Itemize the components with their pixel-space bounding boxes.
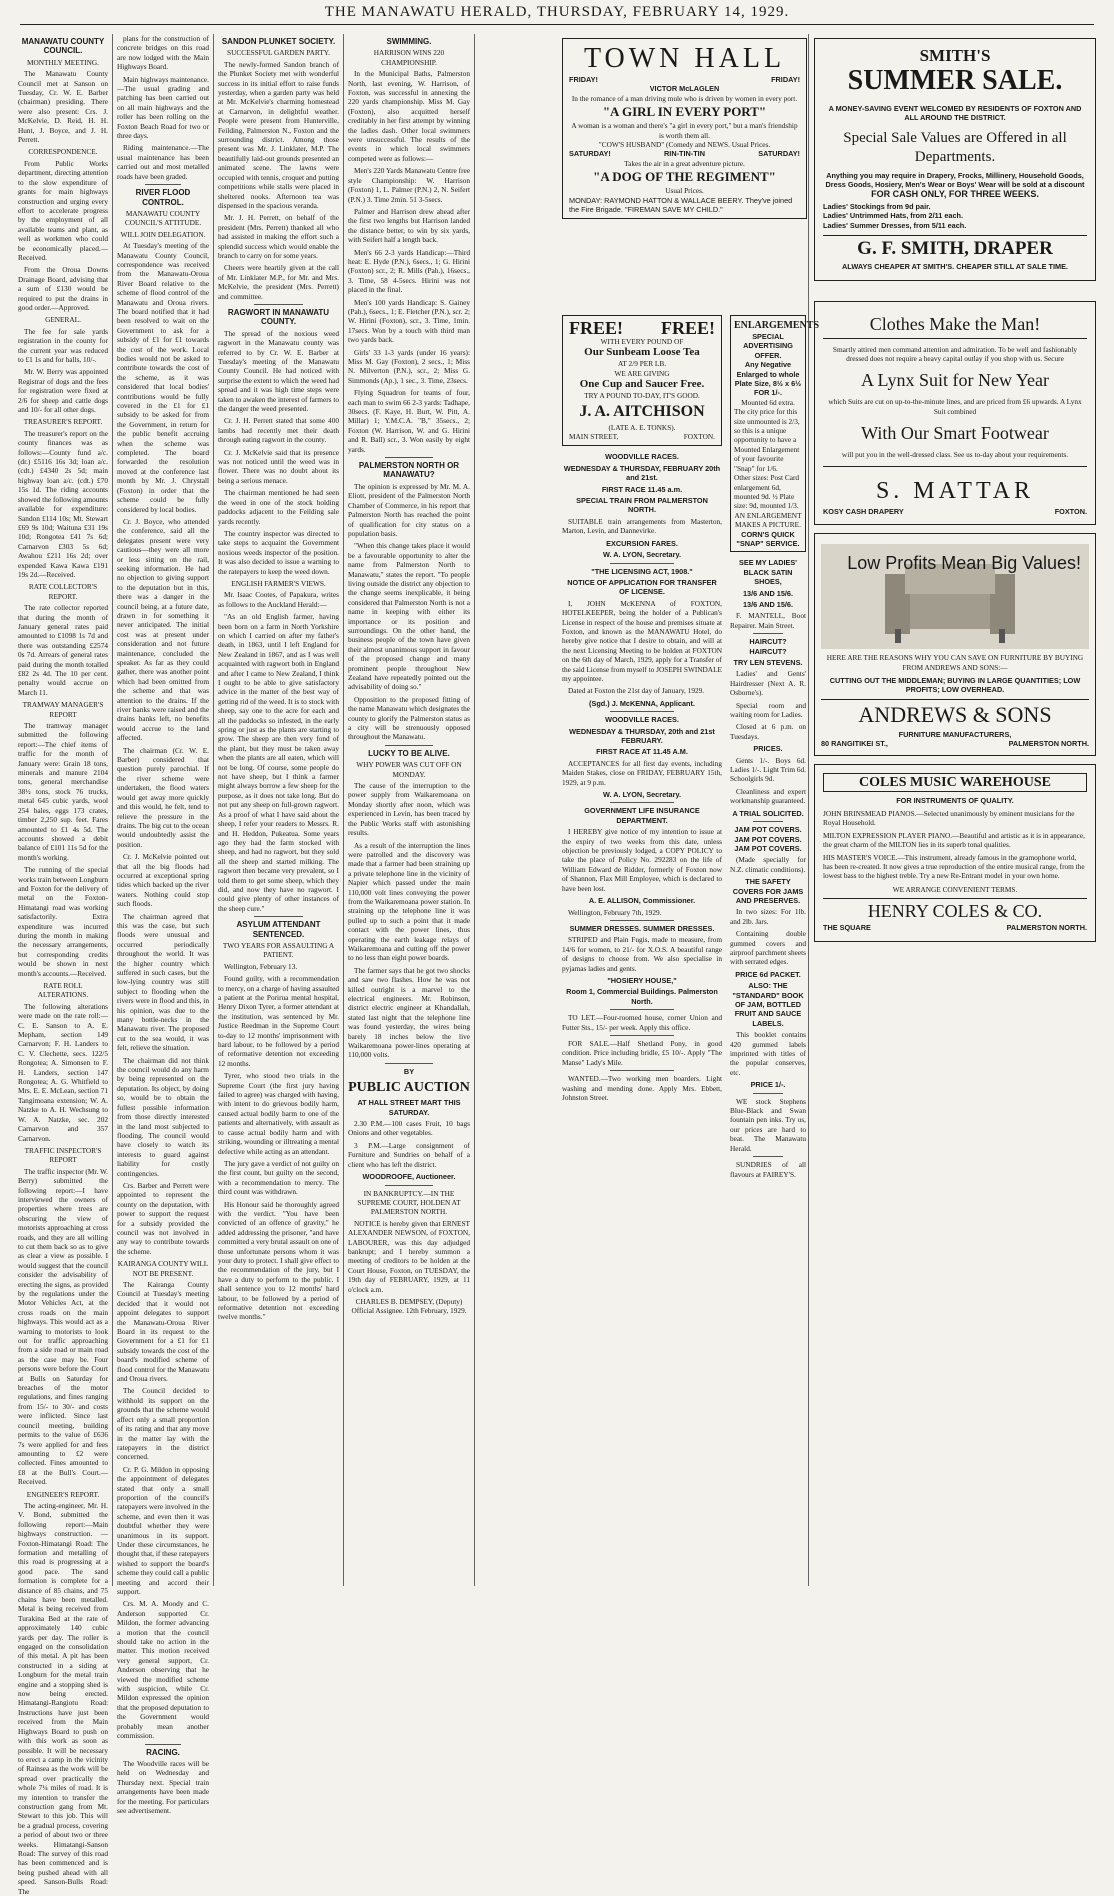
divider xyxy=(385,457,434,458)
ad-body: Cleanliness and expert workmanship guaranteed. xyxy=(730,786,806,806)
column-rule xyxy=(474,34,475,1586)
sale-values: Special Sale Values are Offered in all Departments. xyxy=(843,129,1067,165)
ad-heading: COLES MUSIC WAREHOUSE xyxy=(823,773,1087,792)
notice-signature: (Sgd.) J. McKENNA, Applicant. xyxy=(589,698,695,708)
auction-location: AT HALL STREET MART THIS SATURDAY. xyxy=(357,1098,461,1117)
article-paragraph: Tyrer, who stood two trials in the Supreme Court (the first jury having failed to agree) was charged with having, with intent to do grievous bodily harm, caused actual bodily harm to one of the patients and alternatively, with assault as to cause actual bodily harm and with striking, wounding or illtreating a mental defective while acting as an attendant. xyxy=(218,1071,339,1156)
divider xyxy=(610,802,674,803)
divider xyxy=(753,633,783,634)
notice-heading: "THE LICENSING ACT, 1908." xyxy=(591,566,693,576)
section-heading: RATE ROLL ALTERATIONS. xyxy=(37,981,89,1000)
ad-price: PRICE 6d PACKET. xyxy=(735,969,801,979)
article-paragraph: As a result of the interruption the lines were patrolled and the discovery was made that a farmer had been straining up a private telephone line in the vicinity of Napier which passed under the main 110,000 volt lines conveying the power from the Waikaremoana power station. In straining up the telephone line it was pulled up to such a point that it made contact with the power lines, thus operating the earth leakage relays of Waikaremoana and cutting off the power to no less than eight power boards. xyxy=(348,840,470,963)
divider xyxy=(254,916,302,917)
town: FOXTON. xyxy=(1054,506,1087,516)
ad-body: STRIPED and Plain Fugis, made to measure, from 14/6 for women, to 21/- for X.O.S. A beautiful range of designs to choose from. We also specialise in pyjamas ladies and gents. xyxy=(562,935,722,973)
divider xyxy=(753,1156,783,1157)
notice-heading: GOVERNMENT LIFE INSURANCE DEPARTMENT. xyxy=(584,806,700,825)
offer-service: CORN'S QUICK "SNAP" SERVICE. xyxy=(736,529,800,548)
star-name: RIN-TIN-TIN xyxy=(664,149,705,159)
divider xyxy=(610,1035,674,1036)
ad-heading: ENLARGEMENTS xyxy=(734,320,820,331)
article-paragraph: Mr. Isaac Cootes, of Papakura, writes as follows to the Auckland Herald:— xyxy=(218,590,339,609)
notice-date: Dated at Foxton the 21st day of January, 1929. xyxy=(568,686,705,696)
offer-body: The city price for this size unmounted is 2/3, so this is a unique opportunity to have a Mounted Enlargement of your favourite "Snap" for 1/6. xyxy=(734,407,800,473)
ad-body: Ladies' and Gents' Hairdresser (Next A. R. Osborne's). xyxy=(730,669,806,698)
column-3 xyxy=(218,34,339,1586)
article-paragraph: Girls' 33 1-3 yards (under 16 years): Miss M. Gay (Foxton), 2 secs., 1; Miss N. Milverton (P.N.), scr., 2; Miss G. Simmonds (Ap.), 1 sec., 3. Time, 23secs. xyxy=(348,347,470,385)
offer-title: SPECIAL ADVERTISING OFFER. xyxy=(743,332,793,360)
licensing-notice xyxy=(562,567,722,709)
divider xyxy=(610,1070,674,1071)
sale-item: Ladies' Stockings from 9d pair. xyxy=(823,202,931,212)
classified-wanted: WANTED.—Two working men boarders. Light washing and mending done. Apply Mrs. Ebbett, Johnston Street. xyxy=(562,1074,722,1102)
top-rule xyxy=(20,24,1094,25)
notice-body: I HEREBY give notice of my intention to issue at the expiry of two weeks from this date, unless objection be previously lodged, a COPY POLICY to take the place of Policy No. 292283 on the life of William Edward de Ridder, formerly of Foxton now of Shannon, Flax Mill Employee, which is declared to have been lost. xyxy=(562,827,722,893)
ad-heading: WOODVILLE RACES. xyxy=(605,452,679,462)
ad-body: (Made specially for N.Z. climatic conditions). xyxy=(730,855,806,874)
free-label: FREE! xyxy=(661,318,715,338)
headline: SANDON PLUNKET SOCIETY. xyxy=(221,37,336,46)
ad-tagline: A TRIAL SOLICITED. xyxy=(732,808,804,818)
divider xyxy=(385,1185,434,1186)
article-paragraph: Men's 220 Yards Manawatu Centre free style Championship: W. Harrison (Foxton) 1, L. Palmer (P.N.) 2, N. Seifert (P.N.) 3. Time 2min. 51 3-5secs. xyxy=(348,166,470,204)
column-4 xyxy=(348,34,470,1586)
andrews-name: ANDREWS & SONS xyxy=(821,699,1089,730)
divider xyxy=(145,1744,182,1745)
article-paragraph: The chairman did not think the council would do any harm by being represented on the deputation. Its object, by doing so, would be to obtain the fullest possible information from those directly interested in the land most subjected to flooding. The council would have closely to watch its interests to guard against liability for costly contingencies. xyxy=(117,1055,209,1178)
section-heading: TRAMWAY MANAGER'S REPORT xyxy=(22,700,104,719)
mattar-ad xyxy=(814,301,1096,525)
auction-item: 3 P.M.—Large consignment of Furniture and Sundries on behalf of a client who has left the district. xyxy=(348,1140,470,1169)
race-notice: SUITABLE train arrangements from Masterton, Marton, Levin, and Dannevirke. xyxy=(562,516,722,536)
ad-feature: With Our Smart Footwear xyxy=(861,423,1049,444)
column-6 xyxy=(730,315,820,1585)
race-first: FIRST RACE 11.45 a.m. xyxy=(601,484,683,494)
article-paragraph: The farmer says that he got two shocks and saw two flashes. How he was not killed outright is a marvel to the electrical engineers. Mr. Robinson, district electric engineer at Khandallah, stated last night that the telephone line was found yesterday, the wires being barely 18 inches below the live Waikaremoana power-lines operating at 110,000 volts. xyxy=(348,965,470,1060)
race-signature: W. A. LYON, Secretary. xyxy=(603,790,681,800)
tea-try: TRY A POUND TO-DAY, IT'S GOOD. xyxy=(584,391,700,401)
section-heading: CORRESPONDENCE. xyxy=(28,147,98,157)
article-paragraph: "As an old English farmer, having been born on a farm in North Yorkshire on which I carried on after my father's death, in 1863, until I left England for New Zealand in 1867, and as I was well acquainted with ragwort both in England and after I came to New Zealand, I think I ought to be able to give satisfactory advice in the matter of the best way of getting rid of the weed. It is to stock with sheep, say one to the acre for each and all the paddocks so infested, in the early spring or just as the plants are starting to grow. The sheep are then very fond of the plant, but they must be taken away when the plants are all eaten, which will not be long. Of course, some people do not have sheep, but I think a farmer might always borrow a few sheep for the purpose, as it does not take long. But do not put any sheep on full-grown ragwort. As a proof of what I have said about the sheep, I refer your readers to Messrs. R. and H. Heddon, Pukeatua. Some years ago they had the farm stocked with sheep, and had no ragwort, but they sold all the sheep and started milking. The ragwort then became very prevalent, so I told them to get some sheep, which they did, and now they have no ragwort. I could give plenty of other instances of the sheep cure." xyxy=(218,612,339,913)
article-paragraph: Crs. M. A. Moody and C. Anderson supported Cr. Mildon, the former advancing a motion that the council should take no action in the matter. This motion received very general support, Cr. Anderson observing that he viewed the modified scheme with suspicion, while Cr. Mildon expressed the opinion that the proposed deputation to the Government would probably mean another commission. xyxy=(117,1599,209,1741)
article-paragraph: In the Municipal Baths, Palmerston North, last evening, W. Harrison, of Foxton, was successful in annexing the 220 yards championship. Miss M. Gay (Foxton), also acquitted herself creditably in her first attempt by winning the ladies dash. Other local swimmers were unsuccessful. The results of the events in which local swimmers competed were as follows:— xyxy=(348,69,470,163)
draper-name: G. F. SMITH, DRAPER xyxy=(823,235,1087,262)
column-rule xyxy=(112,34,113,1586)
article-paragraph: His Honour said he thoroughly agreed with the verdict. "You have been convicted of an offence of gravity," he added addressing the prisoner, "and have committed a very brutal assault on one of those unfortunate persons whom it was your duty to protect. I shall give effect to the recommendation of the jury, but I have a duty to perform to the public. I shall sentence you to 12 months' hard labour, to be followed by a period of reformative detention not exceeding twelve months." xyxy=(218,1199,339,1322)
ad-body: Special room and waiting room for Ladies. xyxy=(730,700,806,720)
ad-signature: F. MANTELL, Boot Repairer. Main Street. xyxy=(730,611,806,630)
divider xyxy=(610,1009,674,1010)
draper-tagline: ALWAYS CHEAPER AT SMITH'S. CHEAPER STILL AT SALE TIME. xyxy=(842,262,1068,272)
friday-label: FRIDAY! xyxy=(569,75,598,84)
divider xyxy=(610,563,674,564)
ad-heading: WOODVILLE RACES. xyxy=(605,715,679,725)
bankruptcy-notice: NOTICE is hereby given that ERNEST ALEXANDER NEWSON, of FOXTON, LABOURER, was this day adjudged bankrupt; and I hereby summon a meeting of creditors to be holden at the Court House, Foxton, on TUESDAY, the 19th day of FEBRUARY, 1929, at 11 o'clock a.m. xyxy=(348,1218,470,1294)
race-fares: EXCURSION FARES. xyxy=(606,538,678,548)
ad-headline: Clothes Make the Man! xyxy=(823,310,1087,339)
store-label: KOSY CASH DRAPERY xyxy=(823,506,904,516)
subheadline: HARRISON WINS 220 CHAMPIONSHIP. xyxy=(373,48,445,67)
notice-date: Wellington, February 7th, 1929. xyxy=(568,907,662,917)
saturday-row xyxy=(569,149,800,158)
ad-subheading: FOR INSTRUMENTS OF QUALITY. xyxy=(896,795,1014,805)
article-paragraph: Men's 66 2-3 yards Handicap:—Third heat: E. Hyde (P.N.), 6secs., 1; G. Hirini (Foxton) scr., 2; R. Mills (Pah.), 16secs., 3. Time, 58 4-5secs. Hirini was not placed in the final. xyxy=(348,247,470,295)
street: MAIN STREET, xyxy=(569,432,619,442)
prices-list: Gents 1/-. Boys 6d. Ladies 1/-. Light Trim 6d. Schoolgirls 9d. xyxy=(730,755,806,784)
ad-body: HERE ARE THE REASONS WHY YOU CAN SAVE ON FURNITURE BY BUYING FROM ANDREWS AND SONS:— xyxy=(826,653,1084,672)
monday-feature: MONDAY: RAYMOND HATTON & WALLACE BEERY. They've joined the Fire Brigade. "FIREMAN SAVE MY CHILD." xyxy=(569,195,793,215)
auction-signature: WOODROOFE, Auctioneer. xyxy=(362,1172,456,1182)
article-paragraph: Crs. Barber and Perrett were appointed to represent the county on the deputation, with power to support the request for a subsidy provided the council was not involved in any way to contribute towards the scheme. xyxy=(117,1180,209,1256)
article-paragraph: Cr. J. McKelvie pointed out that all the big floods had occurred at exceptional spring tides which backed up the river waters. Nothing could stop such floods. xyxy=(117,852,209,909)
sale-terms: FOR CASH ONLY, FOR THREE WEEKS. xyxy=(871,188,1039,199)
divider xyxy=(385,745,434,746)
article-paragraph: Cr. J. McKelvie said that its presence was not noticed until the weed was in flower. There was no doubt about its being a serious menace. xyxy=(218,447,339,485)
town-hall-title: TOWN HALL xyxy=(583,43,786,74)
offer-sizes: Other sizes: Post Card enlargement 6d, mounted 9d. ½ Plate size: 9d, mounted 1/3. xyxy=(734,473,800,511)
bankruptcy-heading: IN BANKRUPTCY.—IN THE SUPREME COURT, HOLDEN AT PALMERSTON NORTH. xyxy=(357,1188,461,1217)
shoes-ad xyxy=(730,558,806,630)
friday-row xyxy=(569,75,800,84)
article-paragraph: The following alterations were made on the rate roll:—C. E. Sanson to A. E. Mepham, section 149 Carnarvon; F. H. Landers to C. V. Clechette, secs. 122/5 Rongotea; A. Simonsen to F. H. Landers, section 147 Rongotea; A. G. Whitfield to Mrs. E. E. McLean, section 71 Tangimoana extension; W. A. Natzke to A. H. Wechsung to W. A. Natzke, sec. 202 Carnarvon and 357 Carnarvon. xyxy=(18,1001,108,1143)
headline: LUCKY TO BE ALIVE. xyxy=(368,748,450,758)
friday-label: FRIDAY! xyxy=(771,75,800,84)
smiths-sale-ad xyxy=(814,38,1096,281)
sale-detail: Anything you may require in Drapery, Frocks, Millinery, Household Goods, Dress Goods, Hosiery, Men's Wear or Boys' Wear will be sold at a discount xyxy=(825,170,1085,190)
ad-body: JOHN BRINSMEAD PIANOS.—Selected unanimously by eminent musicians for the Royal Household. xyxy=(823,808,1075,828)
ad-body: which Suits are cut on up-to-the-minute lines, and are priced from £6 upwards. A Lynx Suit combined xyxy=(828,397,1082,416)
article-paragraph: "When this change takes place it would be a favourable opportunity to alter the name from Palmerston North to Manawatu," states the report. "To people living outside the district any objection to the change seems inexplicable, it being considered that Palmerston North is not a name in keeping with either its importance or its position and surroundings. On the other hand, the business people of the town have given their almost unanimous support in favour of the proposed change and many prominent people throughout New Zealand have repeatedly pointed out the advisability of doing so." xyxy=(348,541,470,692)
haircut-ad xyxy=(730,637,806,818)
classified-sundries: SUNDRIES of all flavours at FAIREY'S. xyxy=(730,1160,806,1179)
subheadline: ENGLISH FARMER'S VIEWS. xyxy=(231,578,326,588)
coles-address xyxy=(823,923,1087,932)
subheadline: SUCCESSFUL GARDEN PARTY. xyxy=(227,48,330,58)
shop-name: "HOSIERY HOUSE," xyxy=(607,975,677,985)
race-dates: WEDNESDAY & THURSDAY, FEBRUARY 20th and 21st. xyxy=(563,463,721,483)
article-paragraph: Opposition to the proposed fitting of the name Manawatu which designates the county to glorify the Palmerston status as a city will be strenuously opposed throughout the Manawatu. xyxy=(348,694,470,742)
section-heading: TREASURER'S REPORT. xyxy=(23,417,103,427)
article-paragraph: The chairman (Cr. W. E. Barber) considered that question purely parochial. If the river scheme were undertaken, the flood waters would get away more quickly and this would, he felt, tend to relieve the pressure in the drains. The big cut to the ocean would undoubtedly assist the position. xyxy=(117,745,209,849)
sale-item: Ladies' Summer Dresses, from 5/11 each. xyxy=(823,220,967,230)
subheadline: TWO YEARS FOR ASSAULTING A PATIENT. xyxy=(222,940,335,960)
article-paragraph: The treasurer's report on the county finances was as follows:—County fund a/c. (dr.) £5116 16s 3d; loan a/c. (cdt.) £4340 2s 5d; main highway loan a/c. (cdt.) £70 15s 1d. The riding accounts showed the following amounts available for expenditure: Sandon £114 10s; Mt. Stewart £69 9s 10d; Waituna £31 19s 10d; Rongotea £41 7s 6d; Carnarvon £303 5s 6d; Awahou £211 16s 2d; over expended Kawa Kawa £191 19s 2d.—Received. xyxy=(18,428,108,579)
ad-heading: SEE MY LADIES' BLACK SATIN SHOES, xyxy=(739,558,797,587)
ad-subheading: ALSO: THE "STANDARD" BOOK OF JAM, BOTTLED FRUIT AND SAUCE LABELS. xyxy=(732,981,804,1028)
masthead: THE MANAWATU HERALD, THURSDAY, FEBRUARY 14, 1929. xyxy=(324,4,790,20)
auction-item: 2.30 P.M.—100 cases Fruit, 10 bags Onions and other vegetables. xyxy=(348,1119,470,1138)
column-rule xyxy=(808,34,809,1586)
low-profits-slogan: Low Profits Mean Big Values! xyxy=(847,553,1081,574)
article-paragraph: Mr. J. H. Perrett, on behalf of the president (Mrs. Perrett) thanked all who had assisted in making the effort such a splendid success which would enable the branch to carry on for some years. xyxy=(218,213,339,260)
town: PALMERSTON NORTH. xyxy=(1008,739,1089,749)
tea-price: AT 2/9 PER LB. xyxy=(617,359,667,369)
divider xyxy=(385,1063,434,1064)
article-paragraph: The Kairanga County Council at Tuesday's meeting decided that it would not appoint delegates to support the Manawatu-Oroua River Board in its request to the Government for a £1 for £1 subsidy towards the cost of the board's modified scheme of flood control for the Manawatu and Oroua rivers. xyxy=(117,1280,209,1384)
prices-heading: PRICES. xyxy=(753,744,783,754)
ad-price: PRICE 1/-. xyxy=(750,1080,786,1090)
article-paragraph: The Manawatu County Council met at Sanson on Tuesday, Cr. W. E. Barber (chairman) presiding. There were also present: Crs. J. McKelvie, D. Reid, H. H. Hunt, J. Boyce, and J. H. Perrett. xyxy=(18,69,108,145)
street: THE SQUARE xyxy=(823,923,871,933)
film-description: Takes the air in a great adventure picture. xyxy=(624,158,745,168)
ad-heading: JAM POT COVERS. JAM POT COVERS. JAM POT COVERS. xyxy=(734,825,802,853)
article-paragraph: The running of the special works train between Longburn and Foxton for the delivery of metal on the Foxton-Himatangi road was working satisfactorily. Extra expenditure was incurred during the month in making the necessary arrangements, but corresponding credits would be shown in next month's accounts.—Received. xyxy=(18,865,108,978)
article-paragraph: Cr. J. Boyce, who attended the conference, said all the delegates present were very cautious—they were all more or less sitting on the rail, seeking information. He had no objection to giving support to the deputation but in this, there was a danger in the council being, at a future date, drawn in for something it never anticipated. The initial cost was at present under consideration and not future maintenance, concluded the speaker. As far as they could gather, there was another point which had been omitted from the scheme and that was attention to the drains. If the river banks were raised and the drains banks left, no benefits would accrue to the land affected. xyxy=(117,516,209,743)
race-dates: WEDNESDAY & THURSDAY, 20th and 21st FEBRUARY. xyxy=(569,726,715,745)
column-5 xyxy=(562,315,722,1585)
section-heading: KAIRANGA COUNTY WILL NOT BE PRESENT. xyxy=(117,1259,209,1278)
street: 80 RANGITIKEI ST., xyxy=(821,739,888,749)
offer-mounted: Mounted 6d extra. xyxy=(741,397,795,407)
ad-body: HIS MASTER'S VOICE.—This instrument, already famous in the gramophone world, has been re-created. It now gives a true reproduction of the entire musical range, from the lowest bass to the highest treble. Try a new Re-Entrant model in your own home. xyxy=(823,852,1085,881)
coles-music-ad xyxy=(814,764,1096,942)
enlargements-ad xyxy=(730,315,820,552)
andrews-address xyxy=(821,739,1089,748)
headline: RACING. xyxy=(146,1747,180,1757)
article-paragraph: From Public Works department, directing attention to the slow expenditure of grants for main highways construction and urging every effort to accelerate progress by the employment of all available teams and plant, as well as workmen who could be economically placed.—Received. xyxy=(18,158,108,262)
article-paragraph: The country inspector was directed to take steps to acquaint the Government noxious weeds inspector of the position. It was also decided to issue a warning to the ratepayers to keep the weed down. xyxy=(218,528,339,576)
article-paragraph: Found guilty, with a recommendation to mercy, on a charge of having assaulted a patient at the Porirua mental hospital, Henry Dixon Tyrer, a former attendant at the institution, was sentenced by Mr. Justice Reedman in the Supreme Court to-day to 12 months' imprisonment with hard labour, to be followed by a period of reformative detention not exceeding 12 months. xyxy=(218,974,339,1068)
article-paragraph: The opinion is expressed by Mr. M. A. Eliott, president of the Palmerston North Chamber of Commerce, in his report that Palmerston North has reached the point of qualification for city status on a population basis. xyxy=(348,481,470,538)
subheadline: WILL JOIN DELEGATION. xyxy=(120,229,206,239)
summer-dresses-ad xyxy=(562,924,722,1006)
offer-detail: Any Negative Enlarged to whole Plate Size, 8½ x 6½ FOR 1/-. xyxy=(734,360,802,398)
furniture-illustration xyxy=(821,544,1089,649)
article-paragraph: Cr. P. G. Mildon in opposing the appointment of delegates stated that only a small proportion of the council's ratepayers were involved in the scheme, and even then it was doubtful whether they were unanimous in its support. Under these circumstances, he thought that, if these ratepayers wished to support the board's scheme they could call a public meeting and accord their support. xyxy=(117,1464,209,1596)
article-paragraph: The chairman mentioned he had seen the weed in one of the stock holding paddocks adjacent to the Feilding sale yards recently. xyxy=(218,488,339,526)
tea-offer: WITH EVERY POUND OF xyxy=(600,337,684,346)
column-2 xyxy=(117,34,209,1815)
auction-notice xyxy=(348,1067,470,1182)
film-title: "A GIRL IN EVERY PORT" xyxy=(602,104,767,120)
divider xyxy=(610,920,674,921)
sale-title: SUMMER SALE. xyxy=(847,65,1063,96)
divider xyxy=(254,304,302,305)
article-paragraph: The newly-formed Sandon branch of the Plunket Society met with wonderful success in its initial effort to raise funds yesterday, when a garden party was held at Mr. McKelvie's charming homestead at Carnarvon, in delightful weather. People were present from Hunterville, Feilding, Palmerston N., Foxton and the surrounding district. Among those present was Mr. J. Linklater, M.P. The beautifully laid-out grounds presented an animated scene. The lawns were occupied with tennis, croquet and putting competitions while stalls were placed in sheltered nooks. Afternoon tea was dispensed in the spacious veranda. xyxy=(218,59,339,210)
section-heading: RATE COLLECTOR'S REPORT. xyxy=(28,582,98,601)
ad-body: Smartly attired men command attention and admiration. To be well and fashionably dressed does not require a heavy capital outlay if you shop with us. Secure xyxy=(832,344,1078,364)
insurance-notice xyxy=(562,806,722,916)
column-rule xyxy=(213,34,214,1586)
headline: SWIMMING. xyxy=(386,37,432,46)
article-paragraph: Cr. J. H. Perrett stated that some 400 lambs had recently met their death through eating ragwort in the county. xyxy=(218,416,339,445)
article-paragraph: The jury gave a verdict of not guilty on the first count, but guilty on the second, with a recommendation to mercy. The third count was withdrawn. xyxy=(218,1158,339,1197)
article-paragraph: The tramway manager submitted the following report:—The chief items of traffic for the month of January were: Grain 18 tons, minerals and manure 2104 tons, general merchandise 38½ tons, stock 76 trucks, metal 645 cubic yards, wool 254 bales, eggs 173 crates, timber 2,250 sup. feet. Fares amounted to £1 4s 5d. The accounts showed a debit balance of £101 11s 5d for the month's working. xyxy=(18,721,108,862)
support-film: "COW'S HUSBAND" (Comedy and NEWS. Usual Prices. xyxy=(598,140,771,150)
sale-intro: A MONEY-SAVING EVENT WELCOMED BY RESIDENTS OF FOXTON AND ALL AROUND THE DISTRICT. xyxy=(828,104,1082,123)
prices-note: Usual Prices. xyxy=(665,186,704,196)
mattar-address xyxy=(823,507,1087,516)
ad-body: MILTON EXPRESSION PLAYER PIANO.—Beautiful and artistic as it is in appearance, the great charm of the MILTON lies in its superb tonal qualities. xyxy=(823,830,1085,850)
subheadline: MONTHLY MEETING. xyxy=(27,57,99,67)
ad-feature: A Lynx Suit for New Year xyxy=(861,370,1049,391)
aitchison-name: J. A. AITCHISON xyxy=(579,402,705,420)
article-paragraph: Cheers were heartily given at the call of Mr. Linklater M.P., for Mr. and Mrs. McKelvie, the president (Mrs. Perrett) and committee. xyxy=(218,263,339,301)
article-paragraph: The traffic inspector (Mr. W. Berry) submitted the following report:—I have interviewed the owners of properties where trees are obscuring the view of motorists approaching at cross roads, and they are all willing to cut them back so as to give as clear a view as possible. I would suggest that the council consider the advisability of erecting the signs, as provided by the regulations under the Motor Vehicles Act, at the cross roads on the main highways. This would act as a warning to motorists to look out for traffic approaching from a side road or main road as the case may be. Four persons were before the Court at Bulls on Saturday for breaches of the motor regulations, and fines ranging from 15/- to 30/- and costs were inflicted. Since last council meeting, building permits to the value of £636 7s were applied for and fees amounting to £2 were collected. Fines amounted to £8 at the Bull's Court.—Received. xyxy=(18,1166,108,1487)
column-1 xyxy=(18,34,108,1896)
subheadline: WHY POWER WAS CUT OFF ON MONDAY. xyxy=(356,760,462,779)
race-signature: W. A. LYON, Secretary. xyxy=(603,550,681,560)
woodville-races-ad-2 xyxy=(562,715,722,799)
divider xyxy=(753,1093,783,1094)
article-paragraph: plans for the construction of concrete bridges on this road are now lodged with the Main Highways Board. xyxy=(117,34,209,72)
ad-body: In two sizes: For 1lb. and 2lb. Jars. xyxy=(730,907,806,926)
auction-by: BY xyxy=(403,1066,415,1076)
tea-name: Our Sunbeam Loose Tea xyxy=(584,346,700,359)
auction-title: PUBLIC AUCTION xyxy=(348,1080,470,1096)
headline: MANAWATU COUNTY COUNCIL. xyxy=(21,37,105,56)
article-paragraph: The cause of the interruption to the power supply from Waikaremoana on Monday shortly after noon, which was experienced in Levin, has been traced by the Public Works staff with astonishing results. xyxy=(348,781,470,838)
divider xyxy=(610,711,674,712)
film-title: "A DOG OF THE REGIMENT" xyxy=(593,169,776,185)
article-paragraph: At Tuesday's meeting of the Manawatu County Council, correspondence was received from the Manawatu-Oroua River Board relative to the scheme of flood control of the Manawatu and Oroua rivers. The board notified that it had been resolved to wait on the Government to ask for a subsidy of £1 for £1 towards the cost of the work. Local bodies would not be asked to contribute towards the cost of the scheme, as it was considered that local bodies' contributions would be fully covered in the £1 for £1 subsidy to be asked for from the Government, in return for the public benefit accruing when the scheme was completed. The board forwarded the resolution moved at the conference last month by Mr. J. Chrystall (Foxton) in order that the scheme could be fully considered by local bodies. xyxy=(117,241,209,514)
notice-body: I, JOHN McKENNA of FOXTON, HOTELKEEPER, being the holder of a Publican's License in respect of the house and premises situate at Foxton, and known as the MANAWATU Hotel, do hereby give notice that I desire to obtain, and will at the next Licensing Meeting to be holden at FOXTON on the 6th day of March, 1929, apply for a Transfer of the said License from myself to JOSEPH SWINDALE my appointee. xyxy=(562,598,722,683)
tea-giving: WE ARE GIVING xyxy=(614,368,670,378)
free-row xyxy=(569,320,715,337)
town-hall-ad xyxy=(562,38,807,219)
article-paragraph: From the Oroua Downs Drainage Board, advising that a sum of £130 would be required to put the drains in good order.—Approved. xyxy=(18,265,108,312)
ad-heading: SUMMER DRESSES. SUMMER DRESSES. xyxy=(569,923,715,933)
coles-name: HENRY COLES & CO. xyxy=(823,898,1087,923)
section-heading: GENERAL. xyxy=(45,315,81,325)
tea-ad xyxy=(562,315,722,446)
shoe-price: 13/6 AND 15/6. xyxy=(742,588,794,598)
town-hall-column xyxy=(562,38,807,288)
race-first: FIRST RACE AT 11.45 A.M. xyxy=(596,747,688,757)
subheadline: MANAWATU COUNTY COUNCIL'S ATTITUDE. xyxy=(124,208,202,228)
ad-heading: HAIRCUT? HAIRCUT? xyxy=(749,637,787,656)
notice-subheading: NOTICE OF APPLICATION FOR TRANSFER OF LICENSE. xyxy=(567,577,717,597)
classified-inks: WE stock Stephens Blue-Black and Swan fountain pen inks. Try us, our prices are hard to beat. The Manawatu Herald. xyxy=(730,1096,806,1153)
film-description: In the romance of a man driving mule who is driven by women in every port. xyxy=(571,93,798,103)
free-label: FREE! xyxy=(569,318,623,338)
headline: RAGWORT IN MANAWATU COUNTY. xyxy=(227,307,330,327)
film-description: A woman is a woman and there's "a girl in every port," but a man's friendship is worth them all. xyxy=(571,121,798,140)
andrews-ad xyxy=(814,533,1096,755)
headline: PALMERSTON NORTH OR MANAWATU? xyxy=(358,461,460,480)
aitchison-address xyxy=(569,432,715,441)
mattar-name: S. MATTAR xyxy=(823,466,1087,507)
ad-body: Containing double gummed covers and airproof parchment sheets with serrated edges. xyxy=(730,929,806,967)
article-paragraph: Men's 100 yards Handicap: S. Gainey (Pah.), 6secs., 1; E. Fletcher (P.N.), scr. 2; W. Hirini (Foxton), scr., 3. Time, 1min. 17secs. Won by a touch with third man two yards back. xyxy=(348,297,470,345)
town: FOXTON. xyxy=(683,432,715,442)
article-paragraph: The Woodville races will be held on Wednesday and Thursday next. Special train arrangements have been made for the meeting. For particulars see advertisement. xyxy=(117,1758,209,1815)
saturday-label: SATURDAY! xyxy=(569,149,611,159)
article-paragraph: Flying Squadron for teams of four, each man to swim 66 2-3 yards: Tadhape, 30secs. (F. Kaye, H. Burt, W. Pitt, A. Millar) 1; Y.M.C.A. "B," 35secs., 2; Foxton (W. Harrison, W. and G. Hirini and R. Ball) scr., 3. Won easily by eight yards. xyxy=(348,388,470,454)
section-heading: TRAFFIC INSPECTOR'S REPORT xyxy=(24,1145,102,1165)
article-paragraph: Main highways maintenance.—The usual grading and patching has been carried out on all main highways and the roller has been rolling on the Foxton Beach Road for two or three days. xyxy=(117,74,209,141)
classified-for-sale: FOR SALE.—Half Shetland Pony, in good condition. Price including bridle, £5 10/-. Apply "The Manse" Lady's Mile. xyxy=(562,1038,722,1067)
column-7 xyxy=(814,38,1096,1586)
ad-points: CUTTING OUT THE MIDDLEMAN; BUYING IN LARGE QUANTITIES; LOW PROFITS; LOW OVERHEAD. xyxy=(829,675,1081,695)
article-paragraph: The Council decided to withhold its support on the grounds that the scheme would affect only a small proportion of its rating and that any move in the matter lay with the ratepayers in the district concerned. xyxy=(117,1386,209,1462)
bankruptcy-signature: CHARLES B. DEMPSEY, (Deputy) Official Assignee. 12th February, 1929. xyxy=(351,1296,467,1316)
offer-tagline: AN ENLARGEMENT MAKES A PICTURE. xyxy=(734,510,802,530)
headline: ASYLUM ATTENDANT SENTENCED. xyxy=(236,920,321,939)
section-heading: ENGINEER'S REPORT. xyxy=(26,1489,100,1499)
jam-covers-ad xyxy=(730,825,806,1090)
headline: RIVER FLOOD CONTROL. xyxy=(135,188,191,207)
shop-address: Room 1, Commercial Buildings. Palmerston North. xyxy=(566,987,718,1006)
notice-signature: A. E. ALLISON, Commissioner. xyxy=(588,896,696,906)
andrews-trade: FURNITURE MANUFACTURERS, xyxy=(898,729,1012,739)
article-paragraph: The fee for sale yards registration in the county for the current year was reduced to £1 1s and for halls, 10/-. xyxy=(18,326,108,364)
article-paragraph: Wellington, February 13. xyxy=(224,961,298,971)
ad-subheading: THE SAFETY COVERS FOR JAMS AND PRESERVES. xyxy=(732,877,804,905)
ad-body: Closed at 6 p.m. on Tuesdays. xyxy=(730,722,806,741)
classified-to-let: TO LET.—Four-roomed house, corner Union and Futter Sts., 15/- per week. Apply this office. xyxy=(562,1013,722,1032)
article-paragraph: Mr. W. Berry was appointed Registrar of dogs and the fees for registration were fixed at 2/6 for sheep and cattle dogs and 10/- for all other dogs. xyxy=(18,367,108,415)
shoe-price: 13/6 AND 15/6. xyxy=(742,599,794,609)
race-train: SPECIAL TRAIN FROM PALMERSTON NORTH. xyxy=(576,496,708,515)
article-paragraph: The rate collector reported that during the month of January general rates paid amounted to £1098 1s 7d and there was outstanding £2574 0s 7d. Arrears of general rates paid during the month totalled £82 2s 4d. The 10 per cent. penalty would accrue on March 11. xyxy=(18,603,108,697)
race-notice: ACCEPTANCES for all first day events, including Maiden Stakes, close on FRIDAY, FEBRUARY 15th, 1929, at 9 p.m. xyxy=(562,758,722,787)
divider xyxy=(753,821,783,822)
tea-gift: One Cup and Saucer Free. xyxy=(579,378,705,391)
ad-terms: WE ARRANGE CONVENIENT TERMS. xyxy=(892,884,1018,894)
aitchison-late: (LATE A. E. TONKS). xyxy=(608,422,676,432)
article-paragraph: The spread of the noxious weed ragwort in the Manawatu county was referred to by Cr. W. E. Barber at Tuesday's meeting of the Manawatu County Council. He had noticed with surprise the extent to which the weed had spread and it was high time steps were taken to awaken the interest of farmers to the danger the weed presented. xyxy=(218,328,339,414)
star-name: VICTOR McLAGLEN xyxy=(649,84,720,94)
barber-name: TRY LEN STEVENS. xyxy=(733,658,803,667)
ad-body: will put you in the well-dressed class. See us to-day about your requirements. xyxy=(841,450,1069,460)
article-paragraph: Riding maintenance.—The usual maintenance has been carried out and most metalled roads have been graded. xyxy=(117,143,209,181)
ad-body: This booklet contains 420 gummed labels imprinted with titles of the popular conserves, etc. xyxy=(730,1030,806,1077)
article-paragraph: The chairman agreed that this was the case, but such floods were unusual and occurred periodically throughout the world. It was the higher country which suffered in such cases, but the low-lying country was still subject to flooding when the rivers were in flood and this, in his opinion, was due to the many bottle-necks in the Manawatu river. The proposed cut to the sea would, it was felt, relieve the situation. xyxy=(117,911,209,1053)
article-paragraph: The acting-engineer, Mr. H. V. Bond, submitted the following report:—Main highways construction. —Foxton-Himatangi Road: The formation and metalling of this road is progressing at a good pace. The sand formation is complete for a distance of 85 chains, and 75 chains have been metalled. Metal is being received from Turakina Bed at the rate of approximately 140 cubic yards per day. The roller is engaged on the consolidation of this metal. A pit has been constructed in a siding at Longburn for the metal train engine and a stopping shed is now being erected. Himatangi-Rangiotu Road: Instructions have just been received from the Main Highways Board to push on with this work as soon as possible. It will be necessary to erect a camp in the vicinity of Rainsea as the work will be spread over practically the whole 7¼ miles of road. It is my intention to transfer the construction gang from Mt. Stewart to this job. This will be a gradual process, covering a period of about two or three weeks. Himatangi-Sanson Road: The survey of this road has been commenced and is being pushed ahead with all speed. Sanson-Bulls Road: The xyxy=(18,1500,108,1896)
sale-item: Ladies' Untrimmed Hats, from 2/11 each. xyxy=(823,211,964,221)
woodville-races-ad xyxy=(562,452,722,559)
column-rule xyxy=(343,34,344,1586)
store-name: SMITH'S xyxy=(919,46,991,65)
article-paragraph: Palmer and Harrison drew ahead after the first two lengths but Harrison landed the distance better, to win by six yards, with Seifert half a length back. xyxy=(348,206,470,245)
town: PALMERSTON NORTH. xyxy=(1006,923,1087,933)
divider xyxy=(145,184,182,185)
saturday-label: SATURDAY! xyxy=(758,149,800,159)
